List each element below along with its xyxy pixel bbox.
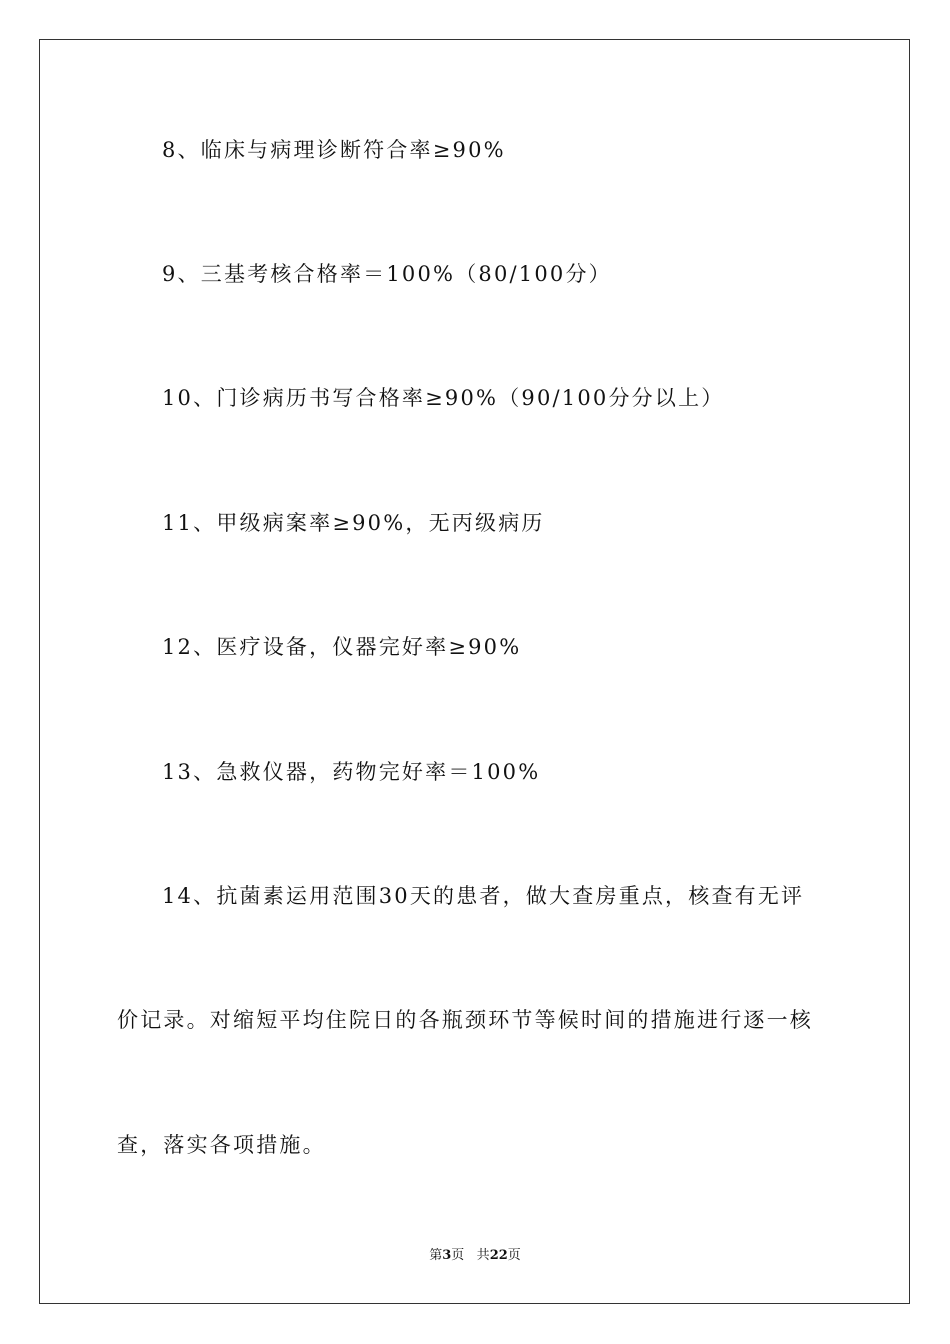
footer-page-suffix: 页 — [451, 1248, 465, 1263]
list-item-9: 9、三基考核合格率＝100%（80/100分） — [162, 262, 612, 286]
footer-total-prefix: 共 — [476, 1248, 490, 1263]
footer-page-number: 3 — [442, 1248, 452, 1263]
page-frame — [39, 39, 910, 1304]
list-item-14-continuation-end: 查，落实各项措施。 — [117, 1133, 326, 1157]
list-item-14-continuation: 价记录。对缩短平均住院日的各瓶颈环节等候时间的措施进行逐一核 — [117, 1008, 813, 1032]
list-item-11: 11、甲级病案率≥90%，无丙级病历 — [162, 511, 545, 535]
list-item-10: 10、门诊病历书写合格率≥90%（90/100分分以上） — [162, 386, 725, 410]
footer-total-pages: 22 — [489, 1248, 508, 1263]
list-item-8: 8、临床与病理诊断符合率≥90% — [162, 138, 506, 162]
list-item-13: 13、急救仪器，药物完好率＝100% — [162, 760, 541, 784]
footer-total-suffix: 页 — [507, 1248, 521, 1263]
list-item-14: 14、抗菌素运用范围30天的患者，做大查房重点，核查有无评 — [162, 884, 805, 908]
page-footer — [0, 1248, 950, 1264]
footer-prefix: 第 — [429, 1248, 443, 1263]
list-item-12: 12、医疗设备，仪器完好率≥90% — [162, 635, 522, 659]
